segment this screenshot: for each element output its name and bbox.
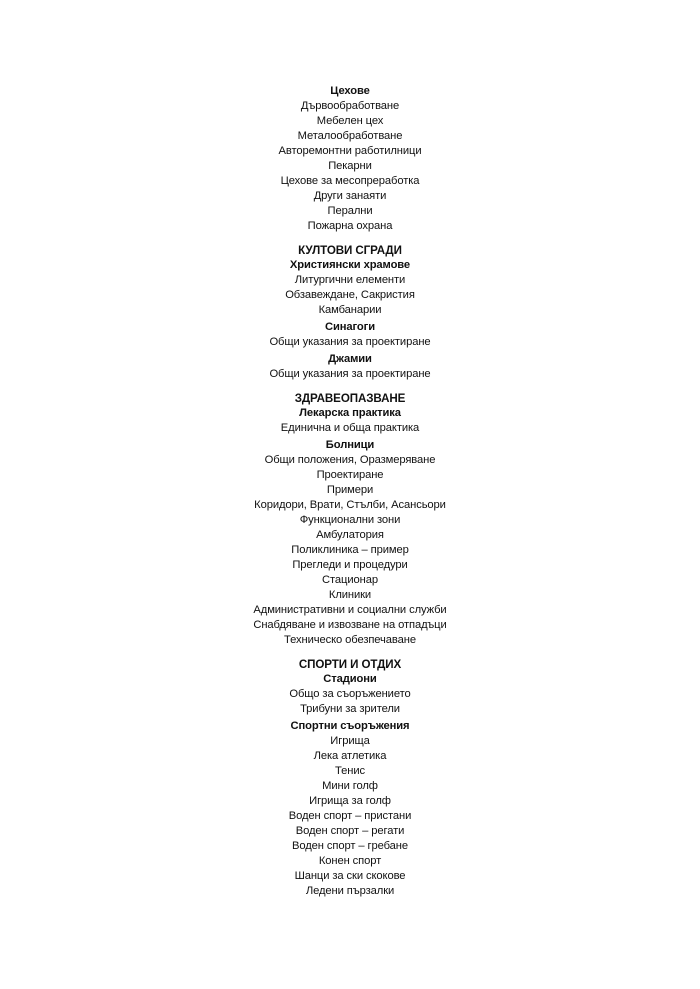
list-item: Функционални зони <box>299 514 401 526</box>
list-item: Клиники <box>328 589 372 601</box>
list-item: Ледени пързалки <box>305 885 395 897</box>
list-item: Общо за съоръжението <box>289 688 411 700</box>
list-item: Поликлиника – пример <box>291 544 409 556</box>
list-item: Лека атлетика <box>313 750 387 762</box>
list-item: Мебелен цех <box>316 115 384 127</box>
list-item: Административни и социални служби <box>253 604 447 616</box>
list-item: Дървообработване <box>300 100 400 112</box>
list-item: Воден спорт – регати <box>295 825 405 837</box>
list-item: Литургични елементи <box>294 274 406 286</box>
list-item: Общи указания за проектиране <box>269 336 431 348</box>
list-item: Игрища за голф <box>309 795 391 807</box>
subsection-title-facilities: Спортни съоръжения <box>290 720 410 732</box>
list-item: Коридори, Врати, Стълби, Асансьори <box>254 499 446 511</box>
list-item: Конен спорт <box>318 855 382 867</box>
list-item: Тенис <box>335 765 365 777</box>
subsection-title-practice: Лекарска практика <box>299 407 401 419</box>
list-item: Шанци за ски скокове <box>294 870 406 882</box>
list-item: Цехове за месопреработка <box>280 175 420 187</box>
list-item: Примери <box>326 484 374 496</box>
list-item: Мини голф <box>322 780 378 792</box>
list-item: Авторемонтни работилници <box>278 145 422 157</box>
list-item: Общи положения, Оразмеряване <box>264 454 436 466</box>
list-item: Металообработване <box>297 130 403 142</box>
subsection-title-hospitals: Болници <box>325 439 375 451</box>
list-item: Други занаяти <box>313 190 387 202</box>
subsection-title-christian: Християнски храмове <box>289 259 411 271</box>
list-item: Снабдяване и извозване на отпадъци <box>253 619 447 631</box>
list-item: Воден спорт – гребане <box>292 840 408 852</box>
list-item: Прегледи и процедури <box>292 559 408 571</box>
section-title-religious: КУЛТОВИ СГРАДИ <box>298 244 402 257</box>
list-item: Воден спорт – пристани <box>288 810 412 822</box>
list-item: Перални <box>327 205 373 217</box>
list-item: Обзавеждане, Сакристия <box>285 289 415 301</box>
list-item: Техническо обезпечаване <box>284 634 416 646</box>
section-title-healthcare: ЗДРАВЕОПАЗВАНЕ <box>294 392 406 405</box>
list-item: Амбулатория <box>316 529 384 541</box>
list-item: Трибуни за зрители <box>300 703 400 715</box>
subsection-title-mosques: Джамии <box>328 353 372 365</box>
list-item: Стационар <box>322 574 378 586</box>
list-item: Пожарна охрана <box>307 220 393 232</box>
subsection-title-stadiums: Стадиони <box>323 673 377 685</box>
table-of-contents <box>0 84 700 899</box>
list-item: Общи указания за проектиране <box>269 368 431 380</box>
list-item: Игрища <box>330 735 370 747</box>
subsection-title-synagogues: Синагоги <box>324 321 376 333</box>
list-item: Камбанарии <box>318 304 382 316</box>
section-title-workshops: Цехове <box>330 85 370 97</box>
section-title-sports: СПОРТИ И ОТДИХ <box>298 658 402 671</box>
list-item: Единична и обща практика <box>280 422 420 434</box>
list-item: Пекарни <box>328 160 372 172</box>
list-item: Проектиране <box>316 469 384 481</box>
